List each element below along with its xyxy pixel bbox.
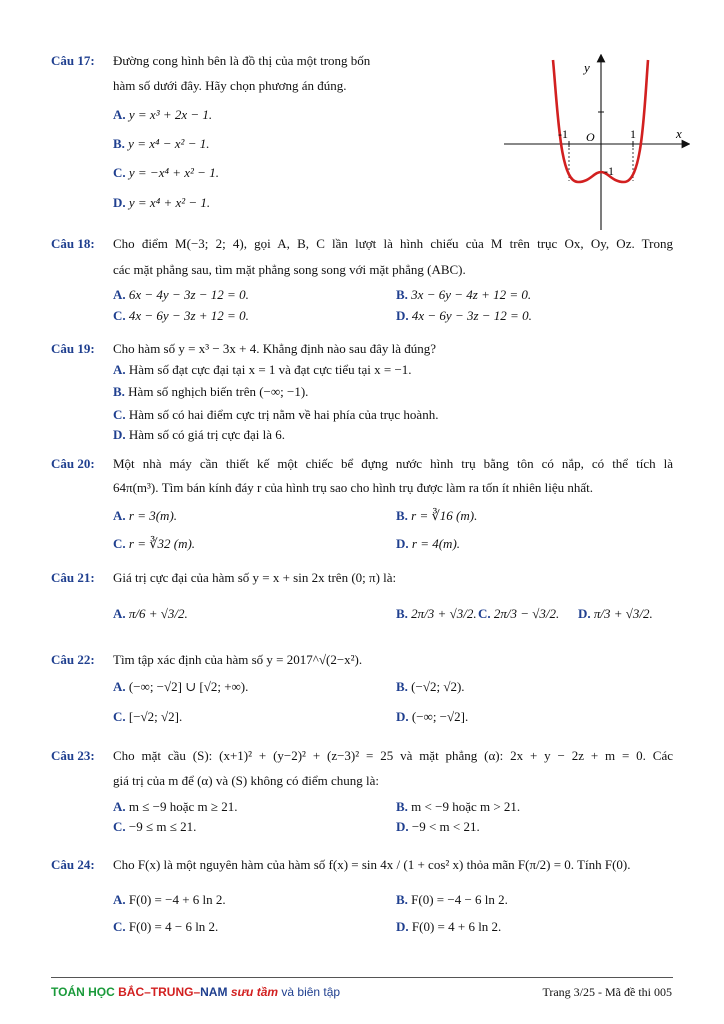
question-18-option-c[interactable]: C. 4x − 6y − 3z + 12 = 0. <box>113 308 249 323</box>
question-18-option-d[interactable]: D. 4x − 6y − 3z − 12 = 0. <box>396 308 532 323</box>
question-20-option-a[interactable]: A. r = 3(m). <box>113 508 178 523</box>
question-22-option-b[interactable]: B. (−√2; √2). <box>396 679 465 694</box>
question-17-stem-line2: hàm số dưới đây. Hãy chọn phương án đúng. <box>113 78 347 93</box>
question-19-stem: Cho hàm số y = x³ − 3x + 4. Khẳng định nào sau đây là đúng? <box>113 341 437 356</box>
question-24-option-b[interactable]: B. F(0) = −4 − 6 ln 2. <box>396 892 508 907</box>
question-19-option-c[interactable]: C. Hàm số có hai điểm cực trị nằm về hai phía của trục hoành. <box>113 407 439 422</box>
question-18-option-b[interactable]: B. 3x − 6y − 4z + 12 = 0. <box>396 287 532 302</box>
question-17-option-b[interactable]: B. y = x⁴ − x² − 1. <box>113 136 210 151</box>
y-axis-label: y <box>584 60 590 75</box>
question-18-label: Câu 18: <box>51 236 95 251</box>
question-22-option-c[interactable]: C. [−√2; √2]. <box>113 709 183 724</box>
question-23-stem-line1: Cho mặt cầu (S): (x+1)² + (y−2)² + (z−3)² = 25 và mặt phẳng (α): 2x + y − 2z + m = 0. Các <box>113 748 673 763</box>
question-21-option-a[interactable]: A. π/6 + √3/2. <box>113 606 188 621</box>
question-20-stem-line1: Một nhà máy cần thiết kế một chiếc bể đựng nước hình trụ bằng tôn có nắp, có thể tích là <box>113 456 673 471</box>
question-17-stem-line1: Đường cong hình bên là đồ thị của một trong bốn <box>113 53 371 68</box>
question-17-label: Câu 17: <box>51 53 95 68</box>
question-19-label: Câu 19: <box>51 341 95 356</box>
question-21-option-d[interactable]: D. π/3 + √3/2. <box>578 606 653 621</box>
question-22-stem: Tìm tập xác định của hàm số y = 2017^√(2−x²). <box>113 652 363 667</box>
question-22-label: Câu 22: <box>51 652 95 667</box>
x-axis-label: x <box>676 126 682 141</box>
question-20-option-d[interactable]: D. r = 4(m). <box>396 536 461 551</box>
question-17-option-c[interactable]: C. y = −x⁴ + x² − 1. <box>113 165 219 180</box>
question-20-option-c[interactable]: C. r = ∛32 (m). <box>113 536 196 551</box>
question-23-option-d[interactable]: D. −9 < m < 21. <box>396 819 480 834</box>
question-23-option-a[interactable]: A. m ≤ −9 hoặc m ≥ 21. <box>113 799 238 814</box>
question-24-stem: Cho F(x) là một nguyên hàm của hàm số f(x) = sin 4x / (1 + cos² x) thỏa mãn F(π/2) = 0. Tính F(0). <box>113 857 631 872</box>
question-17-option-d[interactable]: D. y = x⁴ + x² − 1. <box>113 195 211 210</box>
question-21-stem: Giá trị cực đại của hàm số y = x + sin 2x trên (0; π) là: <box>113 570 397 585</box>
question-24-option-d[interactable]: D. F(0) = 4 + 6 ln 2. <box>396 919 502 934</box>
question-24-option-c[interactable]: C. F(0) = 4 − 6 ln 2. <box>113 919 219 934</box>
question-19-option-a[interactable]: A. Hàm số đạt cực đại tại x = 1 và đạt cực tiểu tại x = −1. <box>113 362 412 377</box>
question-22-option-d[interactable]: D. (−∞; −√2]. <box>396 709 469 724</box>
question-19-option-d[interactable]: D. Hàm số có giá trị cực đại là 6. <box>113 427 286 442</box>
question-24-label: Câu 24: <box>51 857 95 872</box>
footer-brand: TOÁN HỌC BẮC–TRUNG–NAM sưu tầm và biên tập <box>51 985 341 999</box>
question-23-option-c[interactable]: C. −9 ≤ m ≤ 21. <box>113 819 197 834</box>
question-24-option-a[interactable]: A. F(0) = −4 + 6 ln 2. <box>113 892 226 907</box>
question-18-stem-line2: các mặt phẳng sau, tìm mặt phẳng song song với mặt phẳng (ABC). <box>113 262 466 277</box>
tick-label-neg1: -1 <box>558 127 568 141</box>
question-20-stem-line2: 64π(m³). Tìm bán kính đáy r của hình trụ sao cho hình trụ được làm ra tốn ít nhiên liệu nhất. <box>113 480 593 495</box>
question-20-option-b[interactable]: B. r = ∛16 (m). <box>396 508 478 523</box>
question-21-option-b[interactable]: B. 2π/3 + √3/2. <box>396 606 477 621</box>
question-20-label: Câu 20: <box>51 456 95 471</box>
tick-label-pos1: 1 <box>630 127 636 141</box>
question-22-option-a[interactable]: A. (−∞; −√2] ∪ [√2; +∞). <box>113 679 249 694</box>
question-23-label: Câu 23: <box>51 748 95 763</box>
question-21-option-c[interactable]: C. 2π/3 − √3/2. <box>478 606 560 621</box>
function-graph <box>500 54 690 232</box>
tick-label-y-neg1: -1 <box>604 164 614 178</box>
question-23-option-b[interactable]: B. m < −9 hoặc m > 21. <box>396 799 521 814</box>
question-19-option-b[interactable]: B. Hàm số nghịch biến trên (−∞; −1). <box>113 384 309 399</box>
origin-label: O <box>586 130 595 144</box>
question-21-label: Câu 21: <box>51 570 95 585</box>
footer-divider <box>51 977 673 978</box>
question-18-stem-line1: Cho điểm M(−3; 2; 4), gọi A, B, C lần lượt là hình chiếu của M trên trục Ox, Oy, Oz. Trong <box>113 236 673 251</box>
question-23-stem-line2: giá trị của m để (α) và (S) không có điểm chung là: <box>113 773 380 788</box>
question-18-option-a[interactable]: A. 6x − 4y − 3z − 12 = 0. <box>113 287 249 302</box>
footer-page-info: Trang 3/25 - Mã đề thi 005 <box>542 985 672 999</box>
question-17-option-a[interactable]: A. y = x³ + 2x − 1. <box>113 107 213 122</box>
